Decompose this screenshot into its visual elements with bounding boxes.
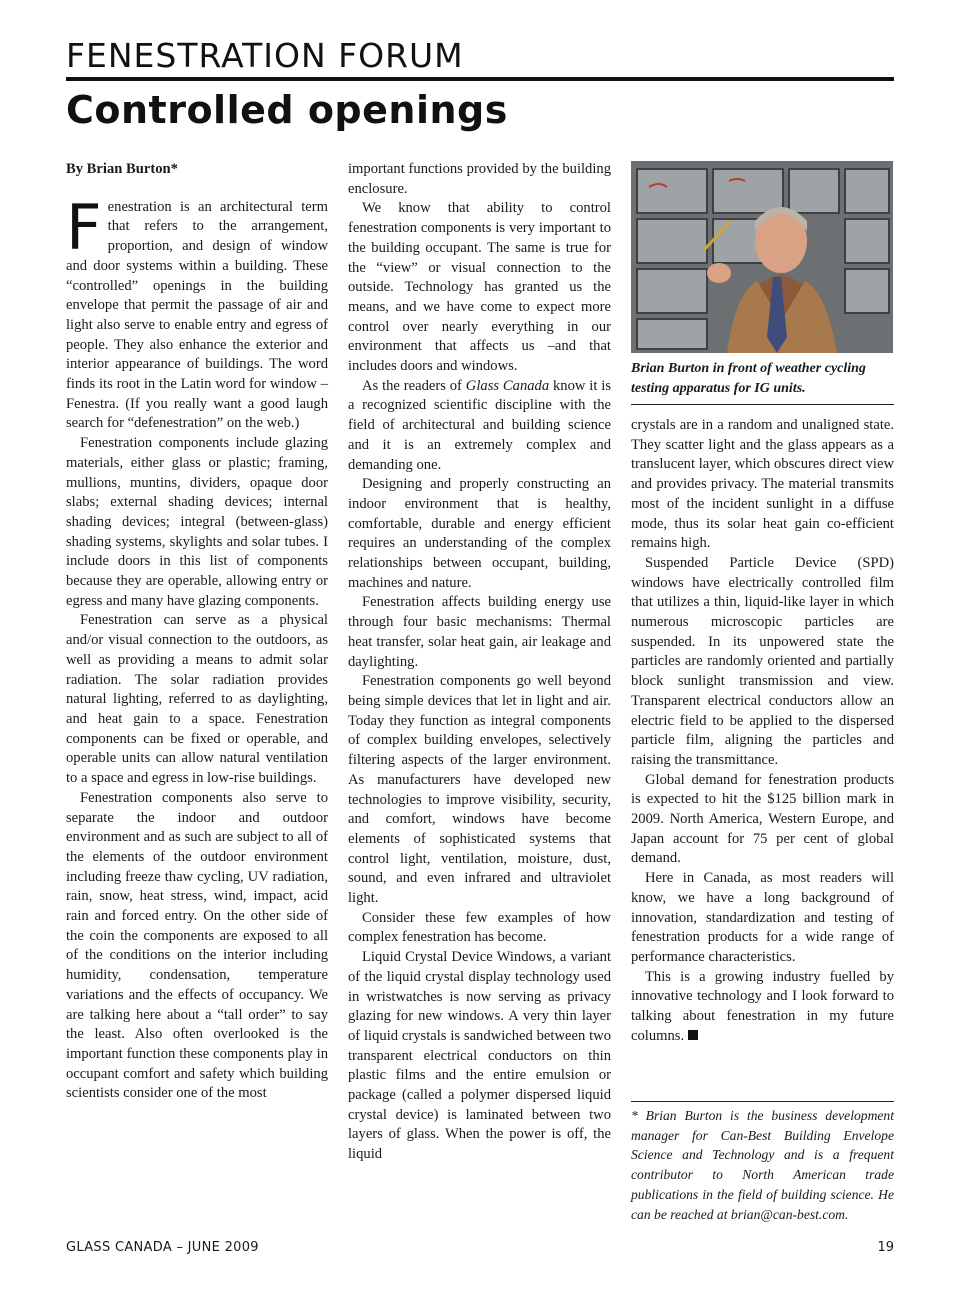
paragraph-text: know it is a recognized scientific discipline with the field of architectural and building science and it is an extremely complex and demanding one. xyxy=(348,377,612,473)
magazine-name: Glass Canada xyxy=(465,377,550,394)
drop-cap: F xyxy=(66,190,102,264)
page-number: 19 xyxy=(877,1240,894,1255)
article-paragraph: Global demand for fenestration products is expected to hit the $125 billion mark in 2009. North America, Western Europe, and Japan account for 75 per cent of global demand. xyxy=(631,771,894,867)
article-headline: Controlled openings xyxy=(66,88,508,132)
author-footnote: * Brian Burton is the business development manager for Can-Best Building Envelope Science and Technology and is a frequent contributor to North American trade publications in the field of building science. He can be reached at brian@can-best.com. xyxy=(631,1108,894,1222)
article-paragraph: Consider these few examples of how complex fenestration has become. xyxy=(348,909,611,946)
article-paragraph xyxy=(66,190,328,434)
article-paragraph: Designing and properly constructing an indoor environment that is healthy, comfortable, durable and energy efficient requires an understanding of the complex relationships between occupant, building, machines and nature. xyxy=(348,476,611,591)
footer-publication: GLASS CANADA – JUNE 2009 xyxy=(66,1240,259,1255)
article-paragraph: Fenestration components go well beyond being simple devices that let in light and air. Today they function as integral components of complex building envelopes, selectively filtering aspects of the larger environment. As manufacturers have developed new technologies to improve visibility, security, and comfort, windows have become elements of sophisticated systems that control light, ventilation, moisture, dust, sound, and even infrared and ultraviolet light. xyxy=(348,673,611,907)
photo-illustration xyxy=(631,161,893,353)
header-rule xyxy=(66,77,894,81)
section-title: FENESTRATION FORUM xyxy=(66,36,464,75)
byline: By Brian Burton* xyxy=(66,161,178,177)
article-paragraph: We know that ability to control fenestration components is very important to the building occupant. The same is true for the “view” or visual connection to the outside. Technology has granted us the means, and we have come to expect more control over nearly everything in our environment that affects us –and that includes doors and windows. xyxy=(348,200,611,375)
article-paragraph: crystals are in a random and unaligned state. They scatter light and the glass appears as a translucent layer, which obscures direct view and provides privacy. The material transmits most of the incident sunlight in a diffuse mode, thus its solar heat gain co-efficient remains high. xyxy=(631,417,894,552)
article-paragraph: important functions provided by the building enclosure. xyxy=(348,161,611,197)
article-paragraph: Suspended Particle Device (SPD) windows have electrically controlled film that utilizes a thin, liquid-like layer in which numerous microscopic particles are suspended. In its unpowered state the particles are randomly oriented and partially block sunlight transmission and view. Transparent electrical conductors allow an electric field to be applied to the dispersed particle film, aligning the particles and raising the transmittance. xyxy=(631,554,894,768)
article-column-1 xyxy=(66,160,328,1104)
article-paragraph: Fenestration components include glazing materials, either glass or plastic; framing, mullions, muntins, dividers, opaque door slabs; external shading devices; internal shading devices; integral (between-glass) shading systems, skylights and solar tubes. I include doors in this list of components because they are operable, allowing entry or egress and many have glazing components. xyxy=(66,435,328,609)
article-paragraph: Fenestration affects building energy use through four basic mechanisms: Thermal heat transfer, solar heat gain, air leakage and daylighting. xyxy=(348,594,611,670)
article-paragraph xyxy=(631,968,894,1047)
article-column-3 xyxy=(631,416,894,1047)
article-paragraph xyxy=(348,377,611,476)
article-column-2 xyxy=(348,160,611,1165)
footnote-rule xyxy=(631,1101,894,1102)
end-mark-icon xyxy=(688,1030,698,1040)
author-photo xyxy=(631,161,893,353)
caption-rule xyxy=(631,404,894,405)
article-paragraph: Liquid Crystal Device Windows, a variant of the liquid crystal display technology used in wristwatches is now serving as privacy glazing for new windows. A very thin layer of liquid crystals is sandwiched between two transparent electrical conductors on thin plastic films and the entire emulsion or package (called a polymer dispersed liquid crystal device) is laminated between two layers of glass. When the power is off, the liquid xyxy=(348,949,611,1163)
article-paragraph: Here in Canada, as most readers will know, we have a long background of innovation, standardization and testing of fenestration products for a wide range of performance characteristics. xyxy=(631,870,894,965)
paragraph-text: enestration is an architectural term that refers to the arrangement, proportion, and design of window and door systems within a building. These “controlled” openings in the building envelope that permit the passage of air and light also serve to enable entry and egress of people. They also enhance the exterior and interior appearance of buildings. The word finds its root in the Latin word for window – Fenestra. (If you really want a good laugh search for “defenestration” on the web.) xyxy=(66,198,328,432)
paragraph-text: This is a growing industry fuelled by innovative technology and I look forward to talking about fenestration in my future columns. xyxy=(631,968,894,1044)
photo-caption: Brian Burton in front of weather cycling testing apparatus for IG units. xyxy=(631,361,866,396)
article-paragraph: Fenestration components also serve to separate the indoor and outdoor environment and as such are subject to all of the elements of the outdoor environment including freeze thaw cycling, UV radiation, rain, snow, heat stress, wind, impact, acid rain and forced entry. On the other side of the coin the components are exposed to all of the conditions on the interior including humidity, condensation, temperature variations and the effects of occupancy. We are talking here about a “tall order” to say the least. Also often overlooked is the important function these components play in occupant comfort and safety which building scientists consider one of the most xyxy=(66,789,328,1102)
paragraph-text: As the readers of xyxy=(362,377,466,394)
article-paragraph: Fenestration can serve as a physical and/or visual connection to the outdoors, as well as providing a means to admit solar radiation. The solar radiation provides natural lighting, referred to as daylighting, and heat gain to a space. Fenestration components can be fixed or operable, and operable units can allow natural ventilation to a space and egress in low-rise buildings. xyxy=(66,612,328,787)
